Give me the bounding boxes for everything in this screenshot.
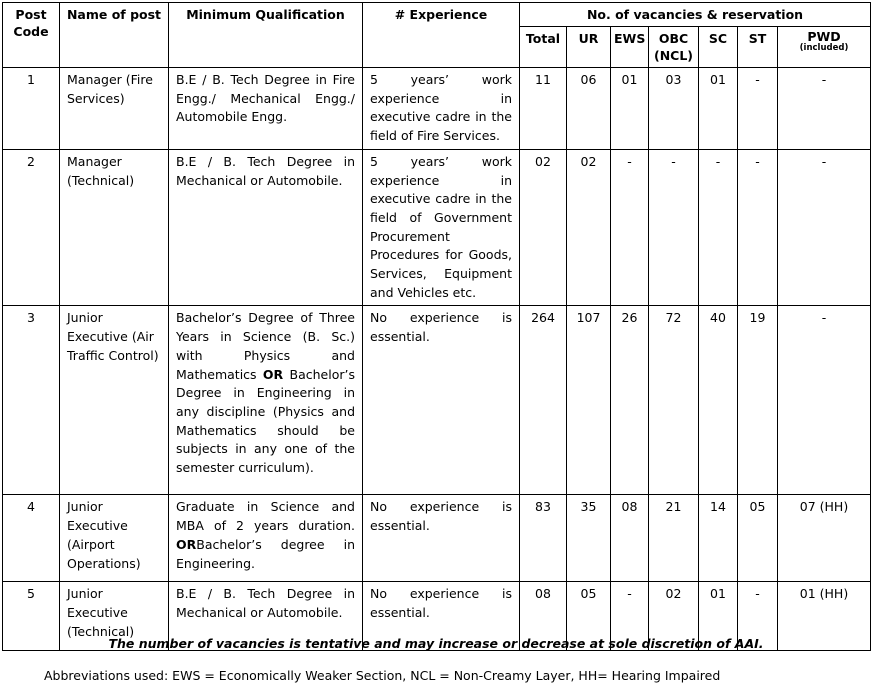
- qualification-cell: [169, 306, 363, 495]
- pwd-cell: -: [778, 149, 871, 306]
- qualification-cell: [169, 495, 363, 582]
- obc-cell: 03: [649, 68, 699, 150]
- table-row: [3, 68, 871, 150]
- qualification-cell: B.E / B. Tech Degree in Mechanical or Automobile.: [169, 149, 363, 306]
- st-cell: -: [738, 68, 778, 150]
- pwd-cell: -: [778, 306, 871, 495]
- abbreviations-note: Abbreviations used: EWS = Economically Weaker Section, NCL = Non-Creamy Layer, HH= Hearing Impaired: [44, 668, 721, 683]
- header-sc: SC: [699, 27, 738, 68]
- header-vacancies-group: No. of vacancies & reservation: [520, 3, 871, 27]
- header-ews: EWS: [611, 27, 649, 68]
- header-min-qualification: Minimum Qualification: [169, 3, 363, 68]
- obc-cell: 72: [649, 306, 699, 495]
- qualification-cell: B.E / B. Tech Degree in Mechanical or Automobile.: [169, 582, 363, 651]
- st-cell: 05: [738, 495, 778, 582]
- post-name-cell: Junior Executive (Airport Operations): [60, 495, 169, 582]
- experience-cell: 5 years’ work experience in executive cadre in the field of Government Procurement Procedures for Goods, Services, Equipment and Vehicles etc.: [363, 149, 520, 306]
- post-code-cell: 3: [3, 306, 60, 495]
- total-cell: 08: [520, 582, 567, 651]
- ur-cell: 35: [567, 495, 611, 582]
- st-cell: -: [738, 582, 778, 651]
- sc-cell: 01: [699, 68, 738, 150]
- qualification-part-a: Bachelor’s Degree of Three Years in Science (B. Sc.) with Physics and Mathematics: [176, 310, 355, 382]
- header-post-code: Post Code: [3, 3, 60, 68]
- ews-cell: 08: [611, 495, 649, 582]
- ews-cell: -: [611, 582, 649, 651]
- header-total: Total: [520, 27, 567, 68]
- qualification-part-a: Graduate in Science and MBA of 2 years duration.: [176, 499, 355, 534]
- table-row: [3, 495, 871, 582]
- st-cell: 19: [738, 306, 778, 495]
- pwd-cell: 01 (HH): [778, 582, 871, 651]
- qualification-part-b: Bachelor’s Degree in Engineering in any discipline (Physics and Mathematics should be subjects in any one of the semester curriculum).: [176, 366, 355, 476]
- header-obc: OBC (NCL): [649, 27, 699, 68]
- header-pwd-label: PWD: [807, 29, 841, 44]
- vacancy-footnote: The number of vacancies is tentative and may increase or decrease at sole discretion of AAI.: [108, 636, 764, 651]
- header-st: ST: [738, 27, 778, 68]
- post-code-cell: 1: [3, 68, 60, 150]
- experience-cell: No experience is essential.: [363, 582, 520, 651]
- ur-cell: 107: [567, 306, 611, 495]
- vacancy-table: [2, 2, 871, 651]
- ur-cell: 06: [567, 68, 611, 150]
- sc-cell: 14: [699, 495, 738, 582]
- ews-cell: -: [611, 149, 649, 306]
- post-name-cell: Junior Executive (Technical): [60, 582, 169, 651]
- experience-cell: 5 years’ work experience in executive cadre in the field of Fire Services.: [363, 68, 520, 150]
- post-name-cell: Manager (Fire Services): [60, 68, 169, 150]
- total-cell: 11: [520, 68, 567, 150]
- obc-cell: -: [649, 149, 699, 306]
- table-row: [3, 306, 871, 495]
- experience-cell: No experience is essential.: [363, 495, 520, 582]
- ur-cell: 05: [567, 582, 611, 651]
- header-pwd: [778, 27, 871, 68]
- table-row: [3, 149, 871, 306]
- st-cell: -: [738, 149, 778, 306]
- post-code-cell: 5: [3, 582, 60, 651]
- ews-cell: 01: [611, 68, 649, 150]
- obc-cell: 02: [649, 582, 699, 651]
- ews-cell: 26: [611, 306, 649, 495]
- post-name-cell: Manager (Technical): [60, 149, 169, 306]
- total-cell: 83: [520, 495, 567, 582]
- qualification-cell: B.E / B. Tech Degree in Fire Engg./ Mechanical Engg./ Automobile Engg.: [169, 68, 363, 150]
- total-cell: 264: [520, 306, 567, 495]
- post-code-cell: 2: [3, 149, 60, 306]
- total-cell: 02: [520, 149, 567, 306]
- post-code-cell: 4: [3, 495, 60, 582]
- header-ur: UR: [567, 27, 611, 68]
- obc-cell: 21: [649, 495, 699, 582]
- qualification-part-b: Bachelor’s degree in Engineering.: [176, 536, 355, 571]
- sc-cell: 40: [699, 306, 738, 495]
- pwd-cell: 07 (HH): [778, 495, 871, 582]
- qualification-or: OR: [176, 536, 197, 552]
- header-pwd-note: (included): [799, 43, 849, 53]
- pwd-cell: -: [778, 68, 871, 150]
- post-name-cell: Junior Executive (Air Traffic Control): [60, 306, 169, 495]
- sc-cell: -: [699, 149, 738, 306]
- header-name-of-post: Name of post: [60, 3, 169, 68]
- header-experience: # Experience: [363, 3, 520, 68]
- ur-cell: 02: [567, 149, 611, 306]
- sc-cell: 01: [699, 582, 738, 651]
- qualification-or: OR: [262, 366, 284, 382]
- experience-cell: No experience is essential.: [363, 306, 520, 495]
